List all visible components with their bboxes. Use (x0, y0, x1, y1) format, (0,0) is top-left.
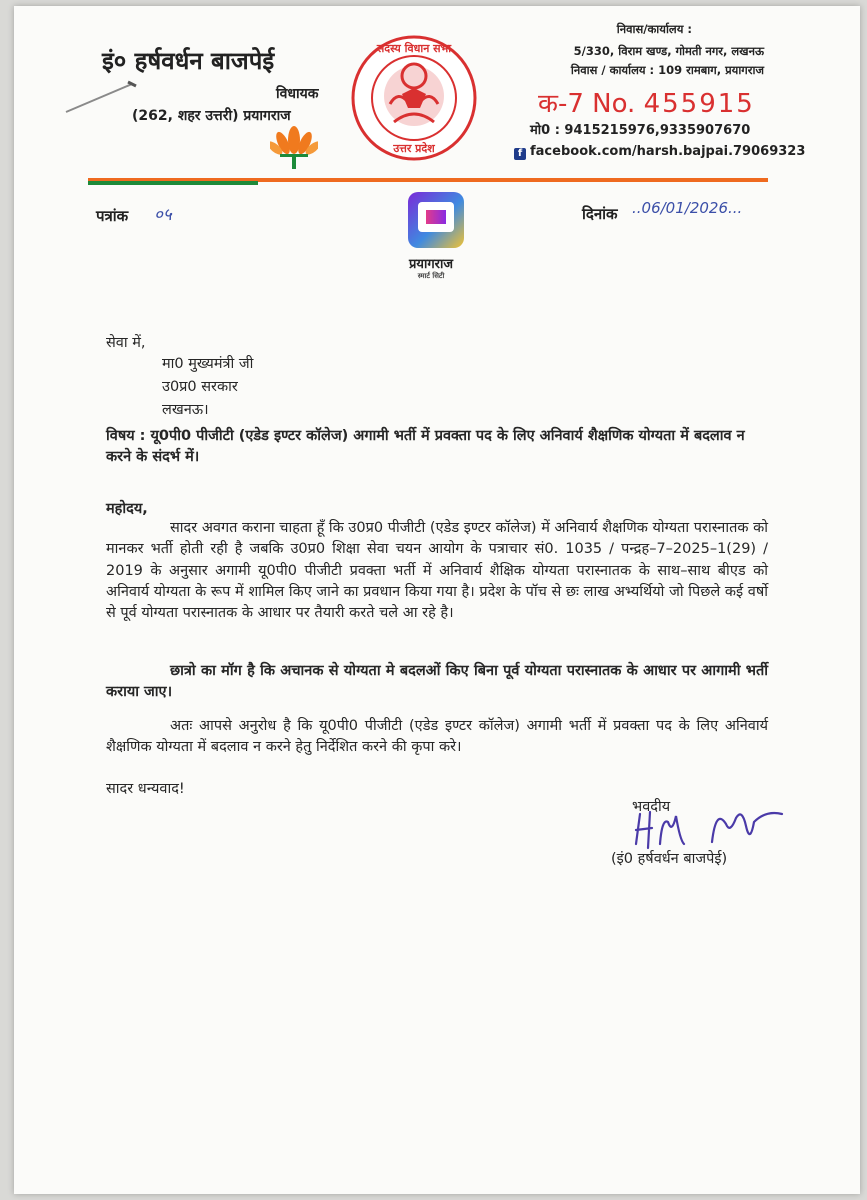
address-line-2: निवास / कार्यालय : 109 रामबाग, प्रयागराज (570, 63, 764, 77)
sender-name: इं० हर्षवर्धन बाजपेई (102, 47, 275, 75)
to-line: सेवा में, (106, 335, 146, 351)
body-paragraph-1: सादर अवगत कराना चाहता हूँ कि उ0प्र0 पीजीटी (एडेड इण्टर कॉलेज) में अनिवार्य शैक्षणिक योग्यता परास्नातक को मानकर भर्ती होती रही है जबकि उ0प्र0 शिक्षा सेवा चयन आयोग के पत्राचार सं0. 1035 / पन्द्रह–7–2025–1(29) / 2019 के अनुसार अगामी यू0पी0 पीजीटी प्रवक्ता भर्ती में अनिवार्य शैक्षिक योग्यता परास्नातक के साथ–साथ बीएड को अनिवार्य योग्यता के रूप में शामिल किए जाने का प्रवधान किया गया है। प्रदेश के पॉच से छः लाख अभ्यर्थियो जो पिछले कई वर्षो से पूर्व योग्यता परास्नातक के आधार पर तैयारी करते चले आ रहे है। (106, 520, 768, 622)
addressee-line-1: मा0 मुख्यमंत्री जी (162, 356, 254, 372)
closing-thanks: सादर धन्यवाद! (106, 781, 185, 797)
sender-role: विधायक (276, 86, 319, 102)
reference-label: पत्रांक (96, 207, 129, 225)
letter-sheet (14, 6, 860, 1194)
city-logo-subtitle: स्मार्ट सिटी (417, 272, 445, 280)
divider-green (88, 181, 258, 185)
signatory-name: (इं0 हर्षवर्धन बाजपेई) (611, 851, 728, 867)
greeting: महोदय, (106, 501, 148, 517)
addressee-line-3: लखनऊ। (162, 402, 209, 418)
seal-top-text: सदस्य विधान सभा (376, 42, 452, 55)
serial-value: 455915 (643, 89, 755, 119)
yours-faithfully: भवदीय (632, 799, 671, 815)
letterhead-divider (88, 178, 768, 185)
body-paragraph-3: अतः आपसे अनुरोध है कि यू0पी0 पीजीटी (एडेड इण्टर कॉलेज) अगामी भर्ती में प्रवक्ता पद के लिए अनिवार्य शैक्षणिक योग्यता में बदलाव न करने हेतु निर्देशित करने की कृपा करे। (106, 718, 768, 756)
reference-value: ०५ (154, 205, 172, 225)
facebook-url: facebook.com/harsh.bajpai.79069323 (530, 144, 806, 159)
date-label: दिनांक (582, 205, 618, 223)
serial-prefix: क-7 No. (538, 89, 636, 119)
sender-constituency: (262, शहर उत्तरी) प्रयागराज (132, 108, 291, 124)
assembly-seal-icon (350, 34, 478, 162)
body-paragraph-2: छात्रो का मॉग है कि अचानक से योग्यता मे बदलओं किए बिना पूर्व योग्यता परास्नातक के आधार पर आगामी भर्ती कराया जाए। (106, 663, 768, 701)
serial-number (538, 84, 755, 120)
address-line-1: 5/330, विराम खण्ड, गोमती नगर, लखनऊ (573, 44, 764, 58)
subject-line: विषय : यू0पी0 पीजीटी (एडेड इण्टर कॉलेज) अगामी भर्ती में प्रवक्ता पद के लिए अनिवार्य शैक्षणिक योग्यता में बदलाव न करने के संदर्भ में। (106, 428, 745, 465)
seal-bottom-text: उत्तर प्रदेश (393, 142, 435, 155)
facebook-link[interactable] (514, 144, 805, 160)
pen-icon (62, 78, 142, 118)
lotus-icon (270, 124, 318, 170)
addressee-line-2: उ0प्र0 सरकार (162, 379, 238, 395)
date-value: ..06/01/2026... (632, 199, 743, 217)
facebook-icon: f (514, 148, 526, 160)
city-logo-name: प्रयागराज (409, 257, 453, 272)
address-heading: निवास/कार्यालय : (616, 22, 692, 36)
phone-numbers: मो0 : 9415215976,9335907670 (530, 123, 751, 138)
